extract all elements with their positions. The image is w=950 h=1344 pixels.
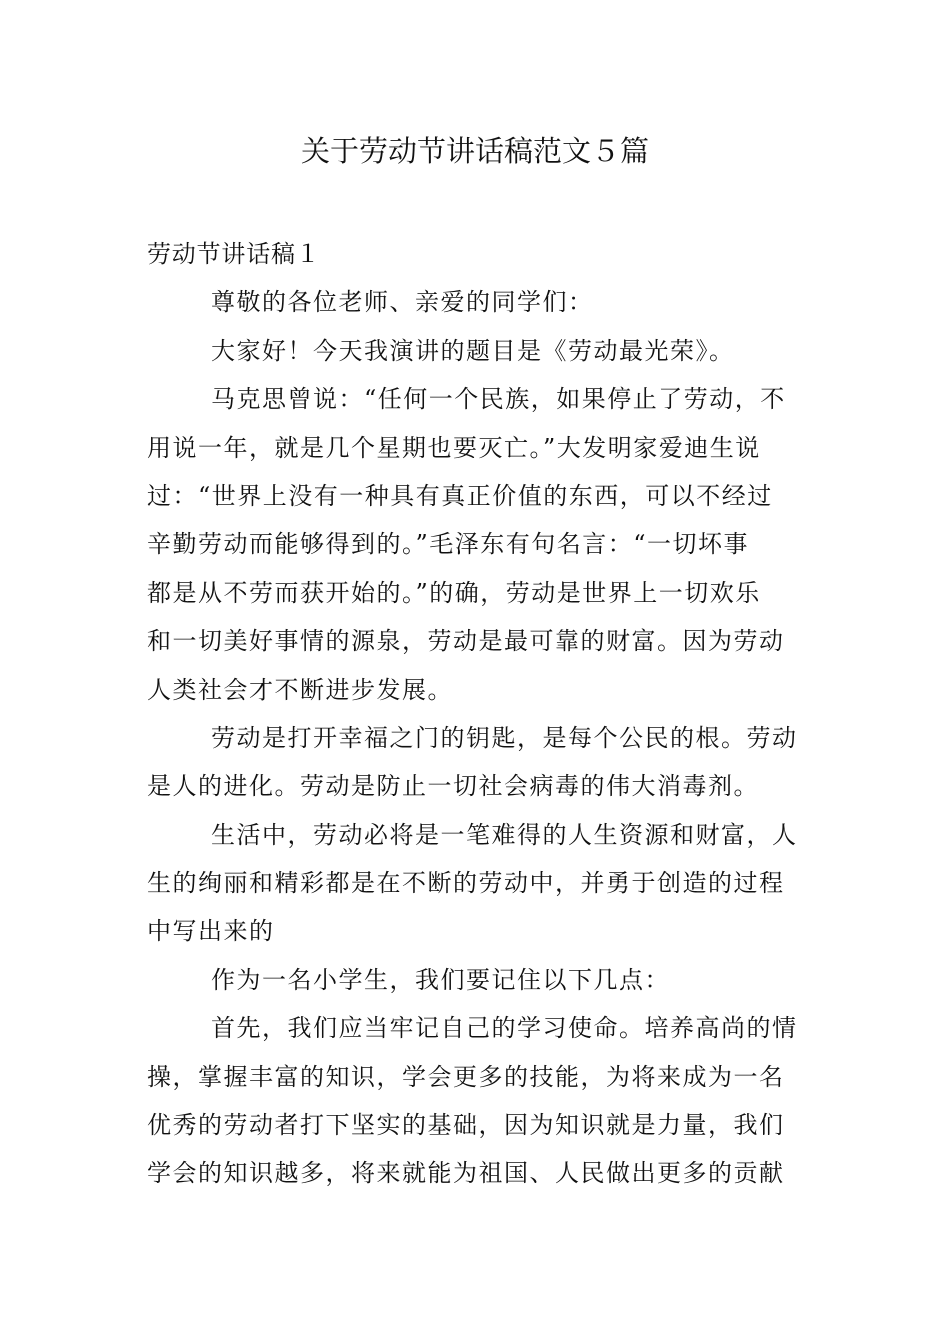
document-body [147,230,807,1198]
paragraph-line: 生活中，劳动必将是一笔难得的人生资源和财富，人 [211,820,798,849]
section-heading: 劳动节讲话稿１ [147,240,321,268]
paragraph-line: 操，掌握丰富的知识，学会更多的技能，为将来成为一名 [147,1062,785,1091]
paragraph-line: 和一切美好事情的源泉，劳动是最可靠的财富。因为劳动 [147,627,785,656]
paragraph-line: 尊敬的各位老师、亲爱的同学们： [211,288,594,317]
paragraph-line: 马克思曾说：“任何一个民族，如果停止了劳动，不 [211,385,786,414]
paragraph-line: 辛勤劳动而能够得到的。”毛泽东有句名言：“一切坏事 [147,530,750,559]
paragraph-line: 过：“世界上没有一种具有真正价值的东西，可以不经过 [147,481,773,510]
paragraph-line: 优秀的劳动者打下坚实的基础，因为知识就是力量，我们 [147,1111,785,1140]
paragraph-line: 生的绚丽和精彩都是在不断的劳动中，并勇于创造的过程 [147,869,785,898]
paragraph-line: 是人的进化。劳动是防止一切社会病毒的伟大消毒剂。 [147,772,759,801]
paragraph-line: 人类社会才不断进步发展。 [147,675,453,704]
paragraph-line: 大家好！今天我演讲的题目是《劳动最光荣》。 [211,336,735,365]
paragraph-line: 劳动是打开幸福之门的钥匙，是每个公民的根。劳动 [211,723,798,752]
paragraph-line: 作为一名小学生，我们要记住以下几点： [211,965,670,994]
paragraph-line: 都是从不劳而获开始的。”的确，劳动是世界上一切欢乐 [147,578,761,607]
paragraph-line: 用说一年，就是几个星期也要灭亡。”大发明家爱迪生说 [147,433,761,462]
paragraph-line: 中写出来的 [147,917,275,946]
paragraph-line: 首先，我们应当牢记自己的学习使命。培养高尚的情 [211,1014,798,1043]
paragraph-line: 学会的知识越多，将来就能为祖国、人民做出更多的贡献 [147,1159,785,1188]
document-title: 关于劳动节讲话稿范文５篇 [300,134,649,168]
